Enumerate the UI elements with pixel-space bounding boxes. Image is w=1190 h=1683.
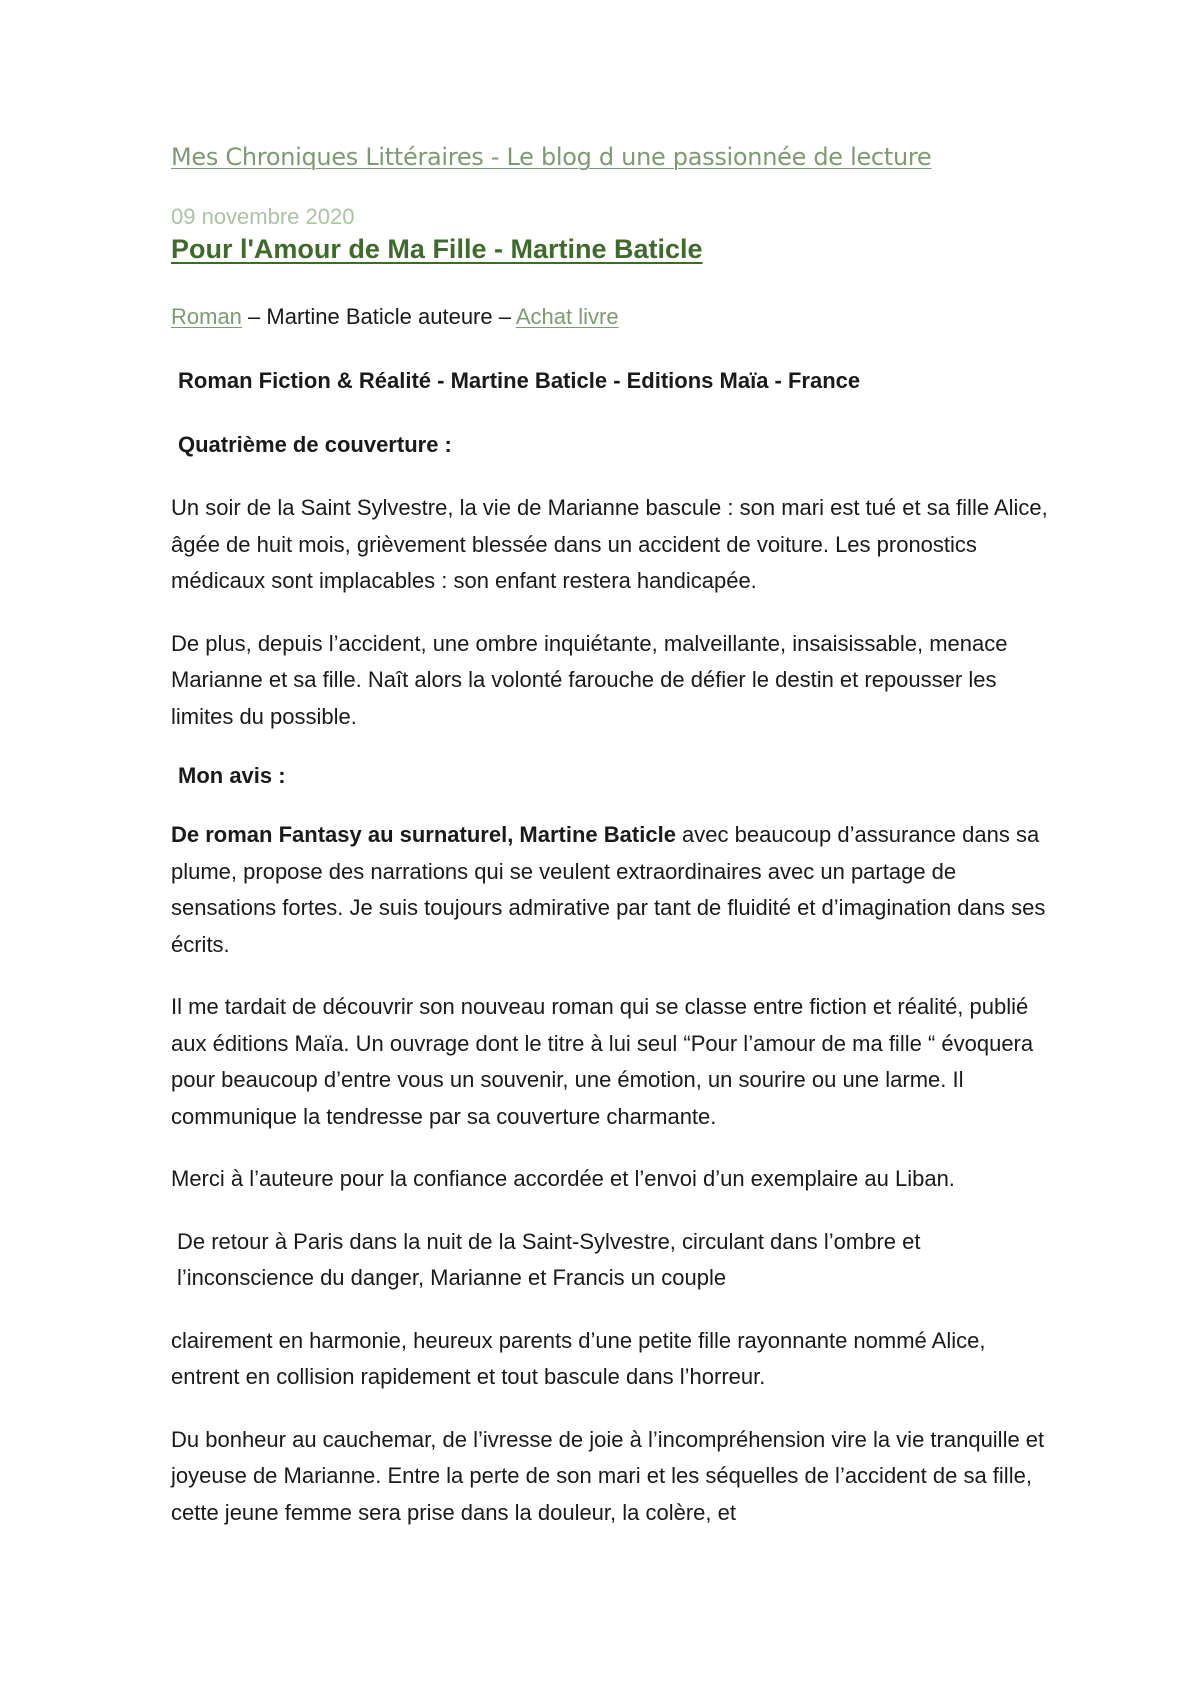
back-cover-paragraph-1: Un soir de la Saint Sylvestre, la vie de Marianne bascule : son mari est tué et sa fille Alice, âgée de huit mois, grièvement blessée dans un accident de voiture. Les pronostics médicaux sont implacables : son enfant restera handicapée. <box>171 495 1048 593</box>
post-title-link[interactable]: Pour l'Amour de Ma Fille - Martine Baticle <box>171 234 703 264</box>
review-paragraph-1 <box>171 817 1051 963</box>
review-paragraph-4: De retour à Paris dans la nuit de la Saint-Sylvestre, circulant dans l’ombre et l’inconscience du danger, Marianne et Francis un couple <box>177 1228 921 1290</box>
review-paragraph-5: clairement en harmonie, heureux parents d’une petite fille rayonnante nommé Alice, entrent en collision rapidement et tout bascule dans l’horreur. <box>171 1327 986 1389</box>
back-cover-heading: Quatrième de couverture : <box>178 432 452 457</box>
post-meta <box>171 302 1051 332</box>
review-paragraph-2: Il me tardait de découvrir son nouveau roman qui se classe entre fiction et réalité, publié aux éditions Maïa. Un ouvrage dont le titre à lui seul “Pour l’amour de ma fille “ évoquera pour beaucoup d’entre vous un souvenir, une émotion, un sourire ou une larme. Il communique la tendresse par sa couverture charmante. <box>171 994 1034 1129</box>
blog-title-link[interactable]: Mes Chroniques Littéraires - Le blog d une passionnée de lecture <box>171 143 932 171</box>
review-paragraph-3: Merci à l’auteure pour la confiance accordée et l’envoi d’un exemplaire au Liban. <box>171 1166 955 1191</box>
post-subtitle: Roman Fiction & Réalité - Martine Baticle - Editions Maïa - France <box>178 368 861 393</box>
category-link-roman[interactable]: Roman <box>171 304 242 329</box>
review-paragraph-6: Du bonheur au cauchemar, de l’ivresse de joie à l’incompréhension vire la vie tranquille et joyeuse de Marianne. Entre la perte de son mari et les séquelles de l’accident de sa fille, cette jeune femme sera prise dans la douleur, la colère, et <box>171 1426 1045 1525</box>
author-text: – Martine Baticle auteure – <box>241 304 516 329</box>
back-cover-paragraph-2: De plus, depuis l’accident, une ombre inquiétante, malveillante, insaisissable, menace Marianne et sa fille. Naît alors la volonté farouche de défier le destin et repousser les limites du possible. <box>171 630 1008 729</box>
review-paragraph-1-text: avec beaucoup d’assurance dans sa plume, propose des narrations qui se veulent extraordinaires avec un partage de sensations fortes. Je suis toujours admirative par tant de fluidité et d’imagination dans ses écrits. <box>171 822 1046 957</box>
post-date: 09 novembre 2020 <box>171 204 355 229</box>
document-page <box>171 140 1051 1531</box>
review-paragraph-1-bold: De roman Fantasy au surnaturel, Martine Baticle <box>171 822 676 847</box>
buy-book-link[interactable]: Achat livre <box>515 304 619 329</box>
review-heading: Mon avis : <box>178 763 286 788</box>
